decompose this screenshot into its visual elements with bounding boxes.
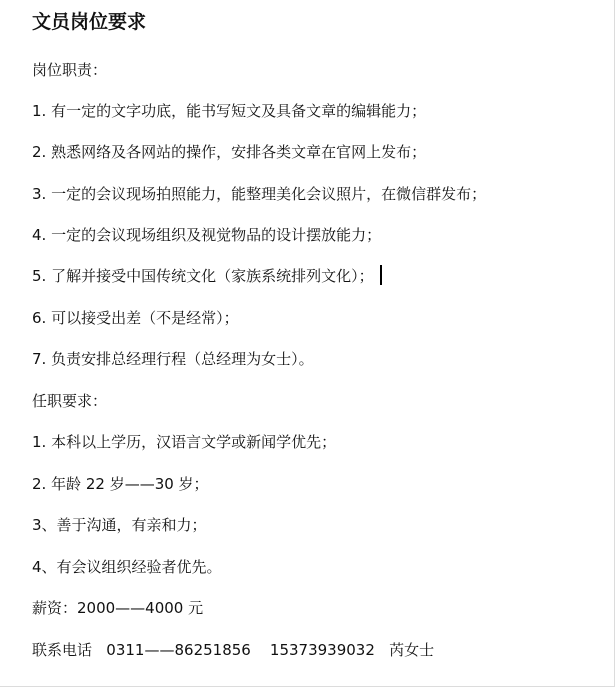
duties-heading: 岗位职责： bbox=[32, 61, 108, 79]
requirement-item-4: 4、有会议组织经验者优先。 bbox=[32, 558, 222, 576]
contact-line: 联系电话 0311——86251856 15373939032 芮女士 bbox=[32, 641, 435, 659]
duty-item-1: 1. 有一定的文字功底，能书写短文及具备文章的编辑能力； bbox=[32, 102, 427, 120]
duty-item-2: 2. 熟悉网络及各网站的操作，安排各类文章在官网上发布； bbox=[32, 143, 427, 161]
duty-item-4: 4. 一定的会议现场组织及视觉物品的设计摆放能力； bbox=[32, 226, 382, 244]
duty-item-6: 6. 可以接受出差（不是经常）； bbox=[32, 309, 239, 327]
requirements-heading: 任职要求： bbox=[32, 392, 108, 410]
page-title: 文员岗位要求 bbox=[32, 11, 147, 33]
requirement-item-1: 1. 本科以上学历，汉语言文学或新闻学优先； bbox=[32, 433, 337, 451]
duty-item-5-row bbox=[32, 265, 382, 287]
text-cursor bbox=[380, 265, 382, 285]
duty-item-7: 7. 负责安排总经理行程（总经理为女士）。 bbox=[32, 350, 314, 368]
requirement-item-3: 3、善于沟通，有亲和力； bbox=[32, 516, 207, 534]
duty-item-5: 5. 了解并接受中国传统文化（家族系统排列文化）； bbox=[32, 267, 374, 285]
salary-line: 薪资：2000——4000 元 bbox=[32, 599, 204, 617]
duty-item-3: 3. 一定的会议现场拍照能力，能整理美化会议照片，在微信群发布； bbox=[32, 185, 487, 203]
requirement-item-2: 2. 年龄 22 岁——30 岁； bbox=[32, 475, 209, 493]
